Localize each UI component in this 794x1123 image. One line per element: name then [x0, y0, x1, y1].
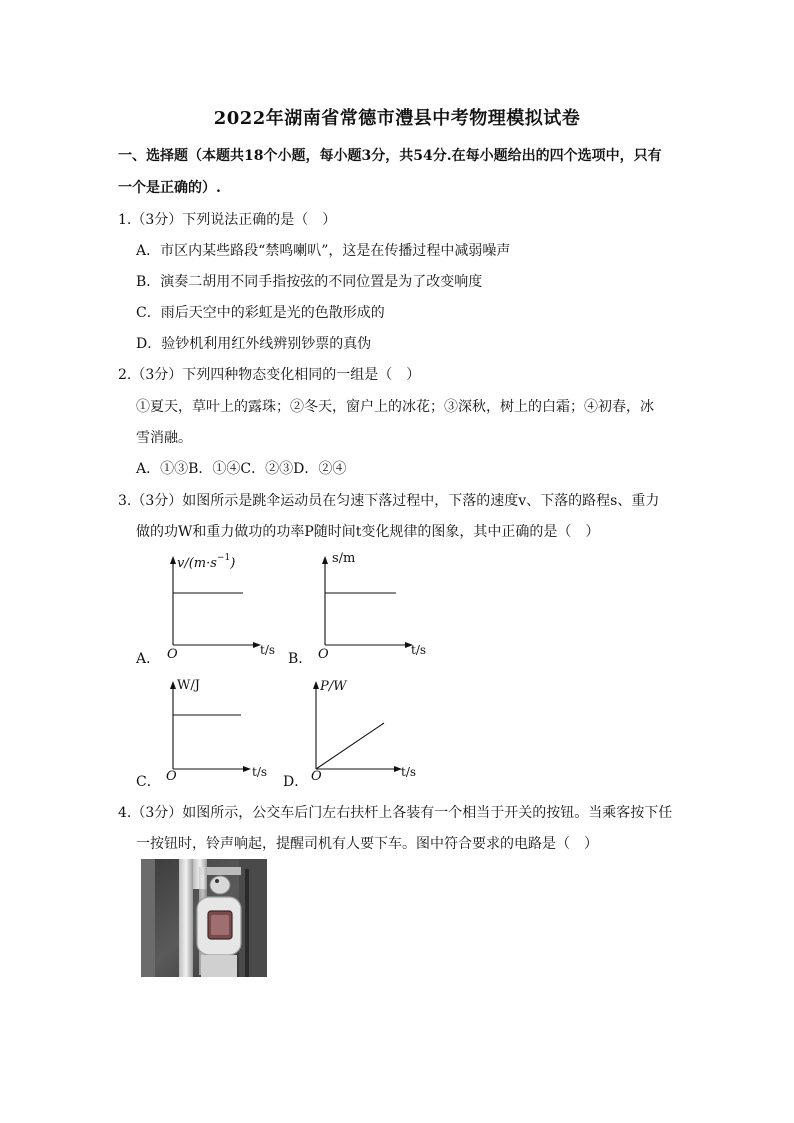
origin-label: O	[318, 647, 329, 662]
y-axis-label: s/m	[332, 551, 356, 566]
q3-graph-a	[155, 548, 295, 663]
q3-graph-c-option: C．	[136, 774, 161, 790]
x-axis-label: t/s	[411, 643, 427, 657]
q3-stem-line2: 做的功W和重力做功的功率P随时间t变化规律的图象，其中正确的是（ ）	[136, 524, 600, 540]
origin-label: O	[167, 647, 178, 662]
origin-label: O	[166, 769, 177, 784]
x-axis-label: t/s	[260, 643, 276, 657]
q1-option-c: C．雨后天空中的彩虹是光的色散形成的	[136, 305, 385, 321]
q2-line1: ①夏天，草叶上的露珠；②冬天，窗户上的冰花；③深秋，树上的白霜；④初春，冰	[136, 399, 654, 415]
q4-stem-line1: 4.（3分）如图所示，公交车后门左右扶杆上各装有一个相当于开关的按钮。当乘客按下任	[118, 805, 673, 821]
q2-line2: 雪消融。	[136, 430, 192, 446]
q1-stem: 1.（3分）下列说法正确的是（ ）	[118, 212, 337, 228]
q1-option-a: A．市区内某些路段“禁鸣喇叭”，这是在传播过程中减弱噪声	[136, 243, 511, 259]
graph-curve	[316, 723, 384, 769]
x-axis-label: t/s	[401, 765, 417, 779]
q3-graph-c	[155, 673, 295, 788]
section-heading-line1: 一、选择题（本题共18个小题，每小题3分，共54分.在每小题给出的四个选项中，只有	[118, 148, 662, 164]
q3-graph-d-option: D．	[283, 774, 309, 790]
q1-option-d: D．验钞机利用红外线辨别钞票的真伪	[136, 336, 372, 352]
x-axis-label: t/s	[252, 765, 268, 779]
q3-graph-d	[300, 673, 440, 788]
x-axis-arrow	[243, 766, 251, 772]
q2-options: A．①③B．①④C．②③D．②④	[136, 461, 347, 477]
q3-stem-line1: 3.（3分）如图所示是跳伞运动员在匀速下落过程中，下落的速度v、下落的路程s、重力	[118, 493, 660, 509]
bus-button-photo	[141, 859, 267, 977]
page-title: 2022年湖南省常德市澧县中考物理模拟试卷	[213, 108, 581, 129]
q1-option-b: B．演奏二胡用不同手指按弦的不同位置是为了改变响度	[136, 274, 483, 290]
q3-graph-b-option: B．	[288, 651, 313, 667]
y-axis-arrow	[170, 681, 176, 689]
y-axis-arrow	[170, 556, 176, 564]
y-axis-arrow	[313, 681, 319, 689]
section-heading-line2: 一个是正确的）.	[118, 180, 221, 196]
y-axis-label: $v/(m\cdot s^{-1})$	[177, 553, 236, 571]
y-axis-label: W/J	[177, 678, 200, 693]
y-axis-arrow	[322, 556, 328, 564]
y-axis-label: P/W	[320, 679, 347, 694]
q3-graph-b	[307, 548, 447, 663]
origin-label: O	[311, 769, 322, 784]
q3-graph-a-option: A．	[136, 651, 161, 667]
q4-stem-line2: 一按钮时，铃声响起，提醒司机有人要下车。图中符合要求的电路是（ ）	[136, 836, 598, 852]
q2-stem: 2.（3分）下列四种物态变化相同的一组是（ ）	[118, 367, 421, 383]
